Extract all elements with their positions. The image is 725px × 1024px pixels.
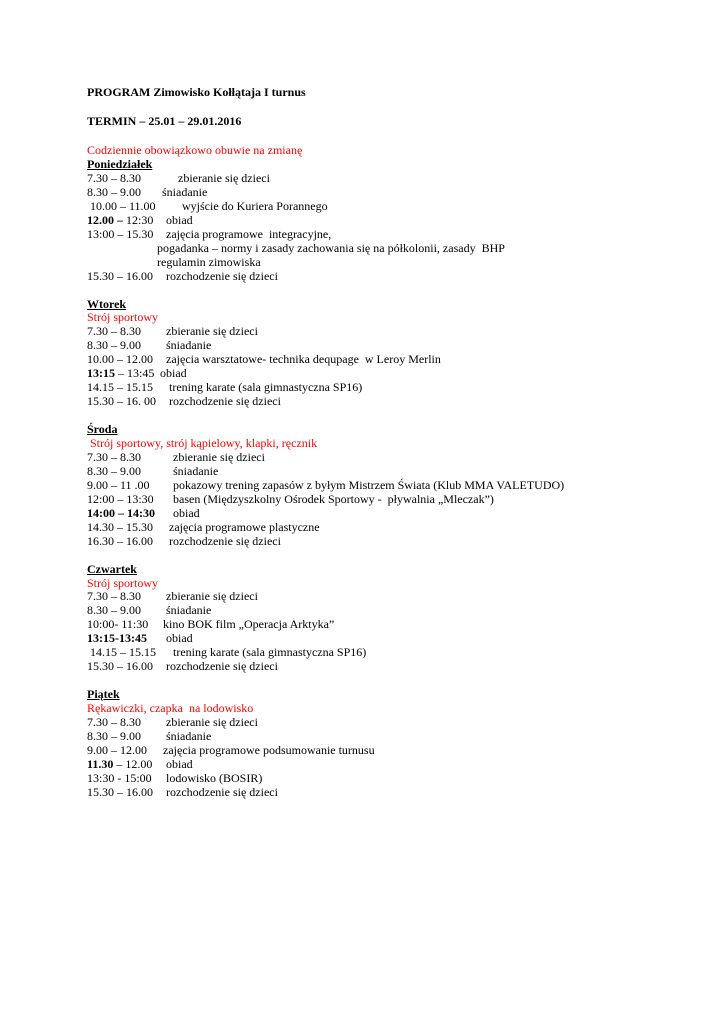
schedule-activity: zbieranie się dzieci	[173, 450, 265, 464]
schedule-time: 7.30 – 8.30	[87, 715, 141, 729]
schedule-time: 14.15 – 15.15	[90, 645, 156, 659]
schedule-activity: zajęcia programowe integracyjne,	[166, 227, 332, 241]
schedule-time: 13:30 - 15:00	[87, 771, 152, 785]
schedule-time-rest: 12:30	[123, 213, 154, 227]
schedule-time: 15.30 – 16.00	[87, 269, 153, 283]
schedule-activity: rozchodzenie się dzieci	[166, 785, 278, 799]
schedule-time	[87, 366, 154, 380]
schedule-activity: śniadanie	[162, 185, 208, 199]
schedule-time: 7.30 – 8.30	[87, 171, 141, 185]
schedule-activity: śniadanie	[166, 603, 212, 617]
schedule-activity: śniadanie	[173, 464, 219, 478]
schedule-activity: basen (Międzyszkolny Ośrodek Sportowy - pływalnia „Mleczak”)	[173, 492, 494, 506]
schedule-activity: lodowisko (BOSIR)	[166, 771, 263, 785]
termin-line: TERMIN – 25.01 – 29.01.2016	[87, 114, 242, 128]
schedule-activity: trening karate (sala gimnastyczna SP16)	[173, 645, 367, 659]
schedule-time: 14:00 – 14:30	[87, 506, 155, 520]
schedule-time: 8.30 – 9.00	[87, 185, 141, 199]
day-heading-friday: Piątek	[87, 687, 120, 701]
schedule-time: 13:15-13:45	[87, 631, 147, 645]
schedule-time: 16.30 – 16.00	[87, 534, 153, 548]
day-heading-monday: Poniedziałek	[87, 157, 153, 171]
schedule-time-bold: 11.30	[87, 757, 114, 771]
schedule-time: 8.30 – 9.00	[87, 603, 141, 617]
schedule-time: 7.30 – 8.30	[87, 324, 141, 338]
schedule-activity: obiad	[173, 506, 200, 520]
schedule-time: 8.30 – 9.00	[87, 729, 141, 743]
schedule-activity: obiad	[166, 631, 193, 645]
schedule-time: 8.30 – 9.00	[87, 464, 141, 478]
schedule-time	[87, 213, 153, 227]
dress-code: Strój sportowy	[87, 576, 159, 590]
schedule-activity-continued: pogadanka – normy i zasady zachowania się na półkolonii, zasady BHP	[157, 241, 505, 255]
schedule-time: 10.00 – 12.00	[87, 352, 153, 366]
schedule-time: 14.30 – 15.30	[87, 520, 153, 534]
dress-code: Rękawiczki, czapka na lodowisko	[87, 701, 254, 715]
schedule-activity: śniadanie	[166, 338, 212, 352]
day-heading-tuesday: Wtorek	[87, 297, 127, 311]
dress-code: Strój sportowy	[87, 310, 159, 324]
schedule-activity: wyjście do Kuriera Porannego	[182, 199, 328, 213]
schedule-time: 8.30 – 9.00	[87, 338, 141, 352]
shoes-note: Codziennie obowiązkowo obuwie na zmianę	[87, 143, 303, 157]
schedule-activity: śniadanie	[166, 729, 212, 743]
document-title: PROGRAM Zimowisko Kołłątaja I turnus	[87, 85, 306, 99]
schedule-time: 15.30 – 16.00	[87, 785, 153, 799]
schedule-activity: rozchodzenie się dzieci	[166, 659, 278, 673]
day-heading-thursday: Czwartek	[87, 562, 137, 576]
schedule-activity: trening karate (sala gimnastyczna SP16)	[169, 380, 363, 394]
schedule-time: 9.00 – 12.00	[87, 743, 147, 757]
schedule-activity: zbieranie się dzieci	[178, 171, 270, 185]
schedule-activity: zajęcia warsztatowe- technika dequpage w Leroy Merlin	[166, 352, 441, 366]
dress-code: Strój sportowy, strój kąpielowy, klapki, ręcznik	[90, 436, 318, 450]
schedule-activity: rozchodzenie się dzieci	[166, 269, 278, 283]
schedule-time-bold: 13:15	[87, 366, 115, 380]
schedule-time: 15.30 – 16. 00	[87, 394, 156, 408]
day-heading-wednesday: Środa	[87, 422, 118, 436]
schedule-time-bold: 12.00 –	[87, 213, 123, 227]
schedule-activity-continued: regulamin zimowiska	[157, 255, 261, 269]
schedule-time: 10.00 – 11.00	[90, 199, 156, 213]
schedule-time: 12:00 – 13:30	[87, 492, 154, 506]
schedule-activity: obiad	[166, 757, 193, 771]
schedule-time: 13:00 – 15.30	[87, 227, 154, 241]
schedule-activity: zajęcia programowe podsumowanie turnusu	[163, 743, 375, 757]
schedule-activity: zbieranie się dzieci	[166, 324, 258, 338]
schedule-activity: pokazowy trening zapasów z byłym Mistrzem Świata (Klub MMA VALETUDO)	[173, 478, 565, 492]
schedule-time	[87, 757, 152, 771]
schedule-time: 7.30 – 8.30	[87, 589, 141, 603]
schedule-activity: zbieranie się dzieci	[166, 589, 258, 603]
schedule-activity: obiad	[166, 213, 193, 227]
schedule-time: 15.30 – 16.00	[87, 659, 153, 673]
schedule-time: 7.30 – 8.30	[87, 450, 141, 464]
schedule-time: 14.15 – 15.15	[87, 380, 153, 394]
schedule-activity: rozchodzenie się dzieci	[169, 534, 281, 548]
schedule-activity: obiad	[160, 366, 187, 380]
schedule-time-rest: – 13:45	[115, 366, 155, 380]
schedule-activity: rozchodzenie się dzieci	[169, 394, 281, 408]
schedule-activity: zajęcia programowe plastyczne	[169, 520, 320, 534]
schedule-time: 9.00 – 11 .00	[87, 478, 150, 492]
schedule-time-rest: – 12.00	[113, 757, 153, 771]
schedule-activity: kino BOK film „Operacja Arktyka”	[163, 617, 335, 631]
schedule-time: 10:00- 11:30	[87, 617, 149, 631]
schedule-activity: zbieranie się dzieci	[166, 715, 258, 729]
